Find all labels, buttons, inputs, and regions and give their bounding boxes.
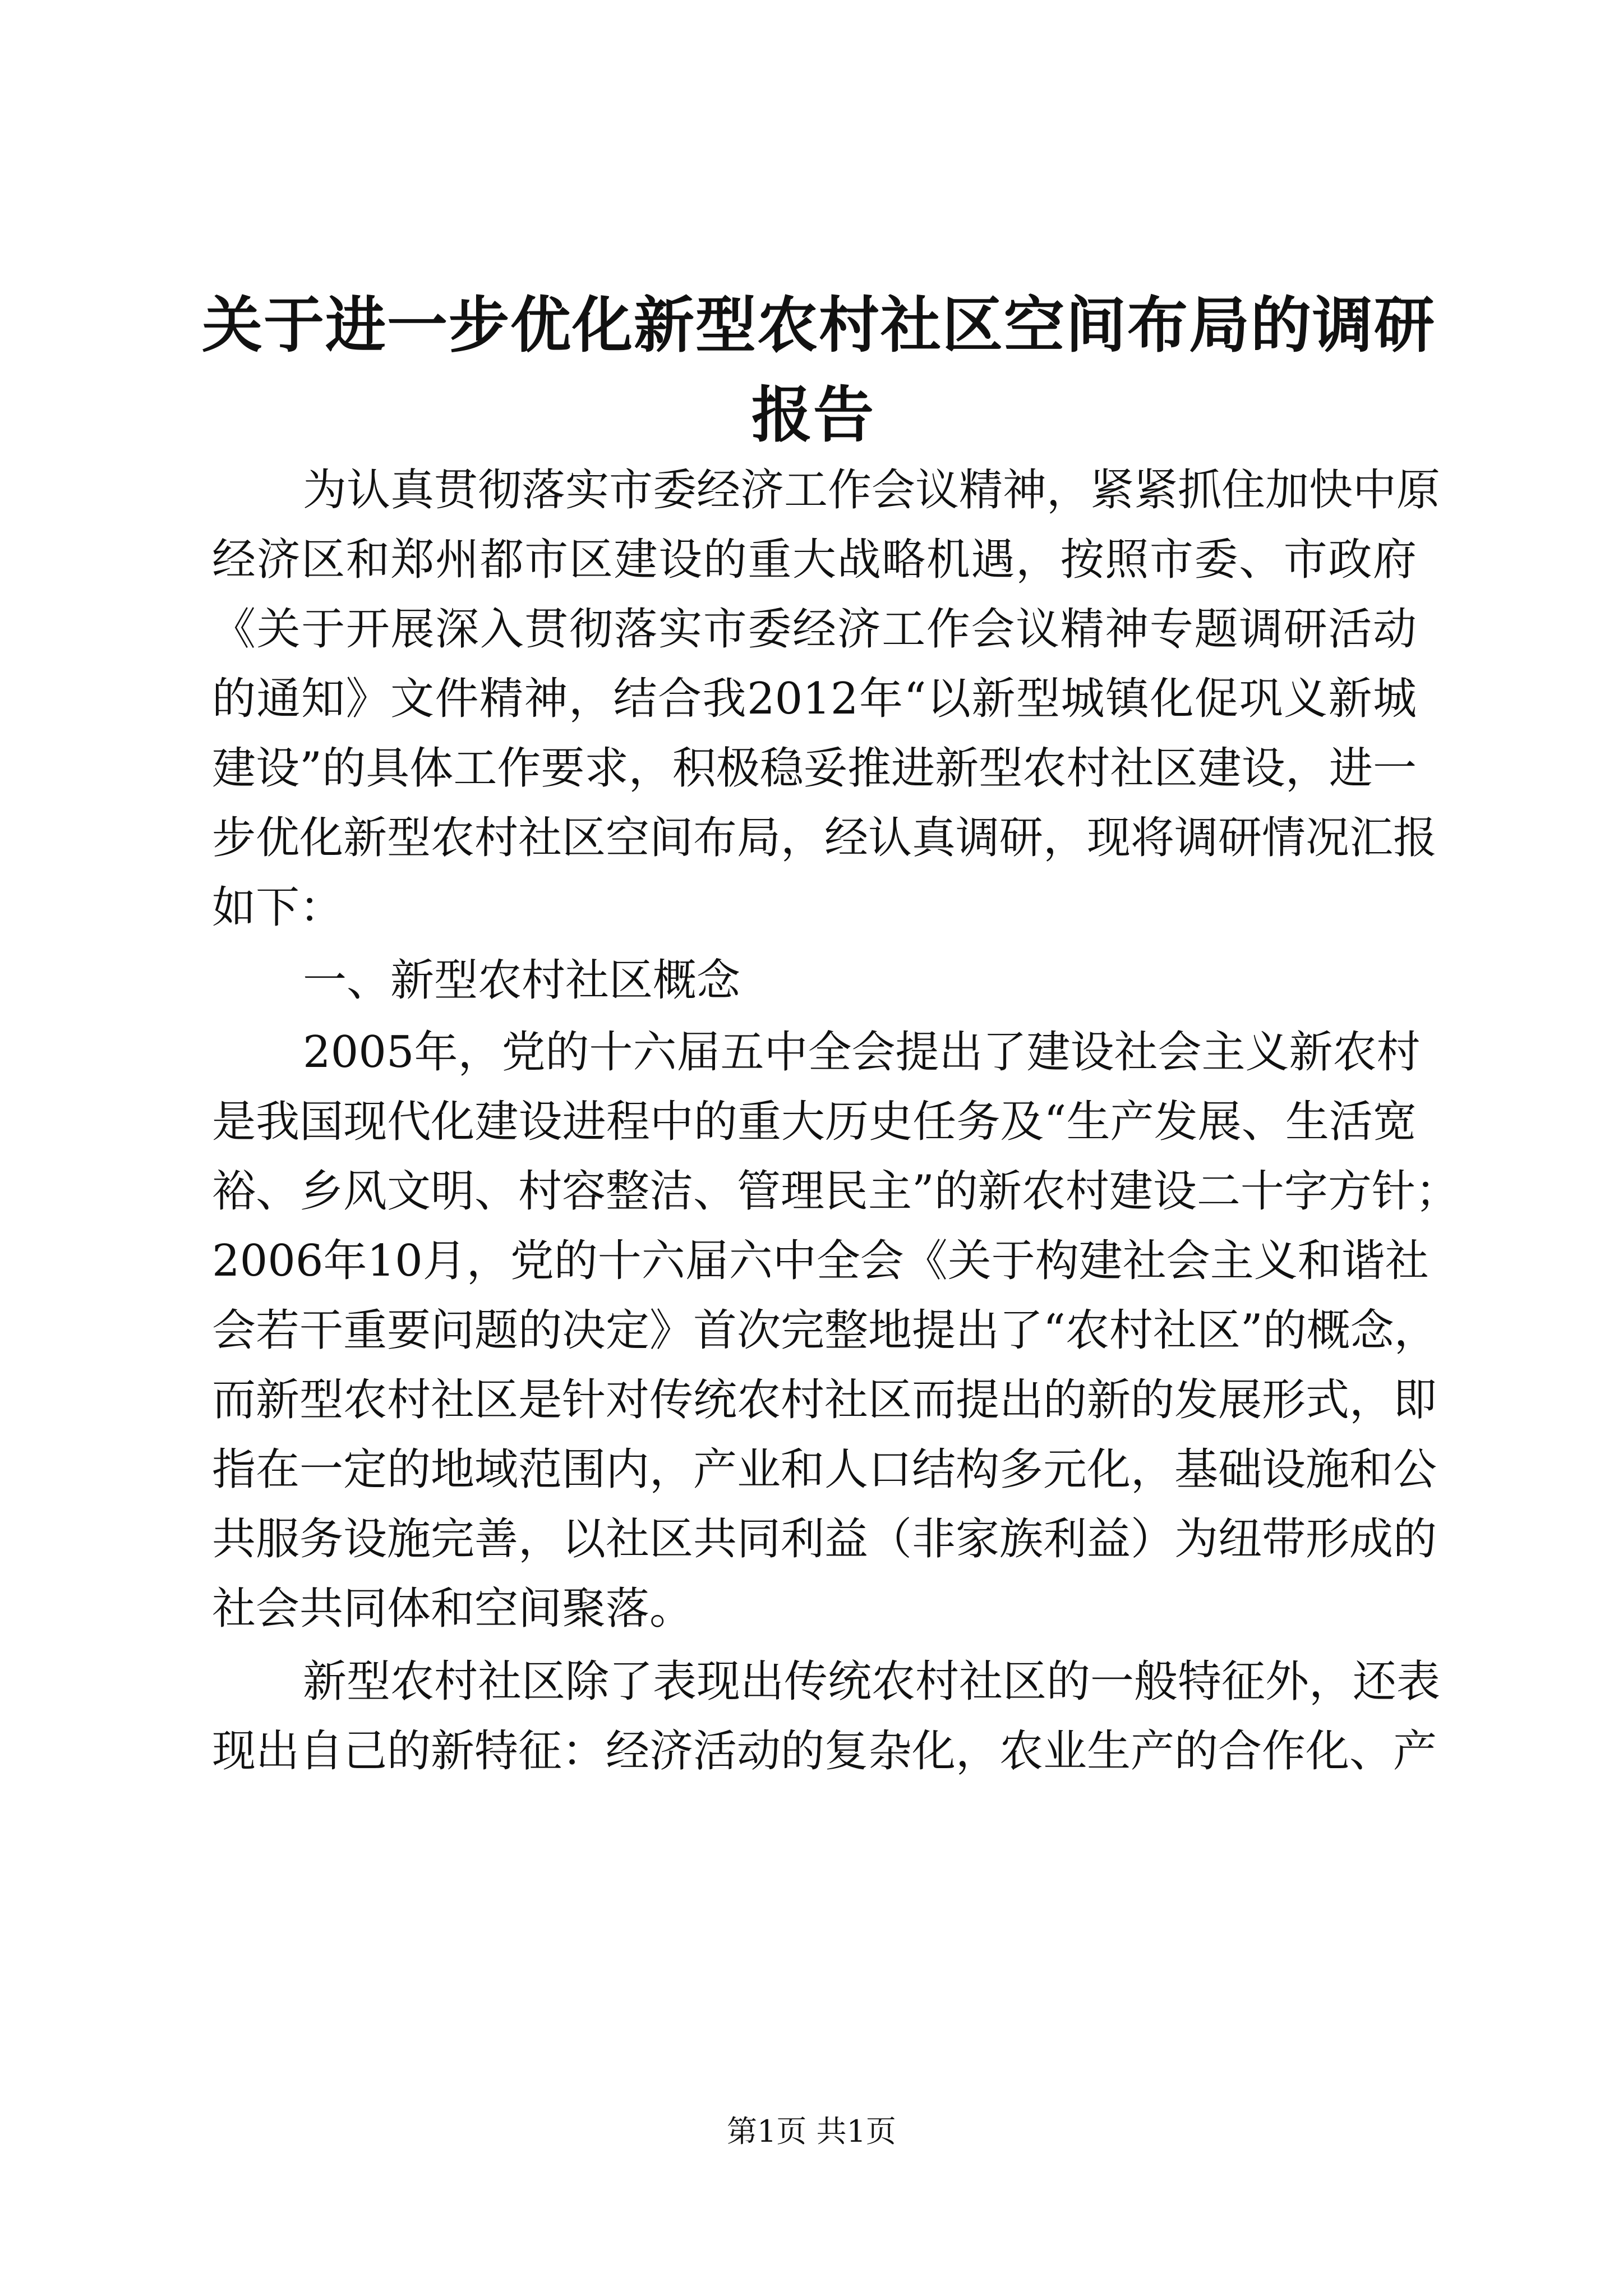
body-line: 2005年，党的十六届五中全会提出了建设社会主义新农村 xyxy=(303,1027,1421,1078)
title-line-1: 关于进一步优化新型农村社区空间布局的调研 xyxy=(202,290,1436,361)
body-line: 步优化新型农村社区空间布局，经认真调研，现将调研情况汇报 xyxy=(212,813,1437,863)
body-line: 社会共同体和空间聚落。 xyxy=(212,1584,694,1634)
body-line: 为认真贯彻落实市委经济工作会议精神，紧紧抓住加快中原 xyxy=(303,465,1441,516)
body-line: 如下： xyxy=(212,882,344,933)
section-heading: 一、新型农村社区概念 xyxy=(303,955,741,1006)
body-line: 裕、乡风文明、村容整洁、管理民主”的新农村建设二十字方针； xyxy=(212,1166,1459,1217)
body-line: 而新型农村社区是针对传统农村社区而提出的新的发展形式，即 xyxy=(212,1375,1437,1425)
document-title xyxy=(202,280,1436,460)
body-line: 指在一定的地域范围内，产业和人口结构多元化，基础设施和公 xyxy=(212,1444,1437,1495)
body-line: 的通知》文件精神，结合我2012年“以新型城镇化促巩义新城 xyxy=(212,674,1417,724)
body-line: 会若干重要问题的决定》首次完整地提出了“农村社区”的概念， xyxy=(212,1305,1438,1356)
body-line: 新型农村社区除了表现出传统农村社区的一般特征外，还表 xyxy=(303,1657,1441,1707)
title-line-2: 报告 xyxy=(751,380,875,450)
body-line: 是我国现代化建设进程中的重大历史任务及“生产发展、生活宽 xyxy=(212,1097,1417,1147)
body-line: 《关于开展深入贯彻落实市委经济工作会议精神专题调研活动 xyxy=(212,604,1417,655)
body-line: 共服务设施完善，以社区共同利益（非家族利益）为纽带形成的 xyxy=(212,1514,1437,1565)
body-line: 建设”的具体工作要求，积极稳妥推进新型农村社区建设，进一 xyxy=(212,743,1417,794)
body-line: 经济区和郑州都市区建设的重大战略机遇，按照市委、市政府 xyxy=(212,535,1417,585)
page-number-footer: 第1页 共1页 xyxy=(727,2114,896,2149)
body-line: 2006年10月，党的十六届六中全会《关于构建社会主义和谐社 xyxy=(212,1236,1429,1286)
body-line: 现出自己的新特征：经济活动的复杂化，农业生产的合作化、产 xyxy=(212,1726,1437,1777)
